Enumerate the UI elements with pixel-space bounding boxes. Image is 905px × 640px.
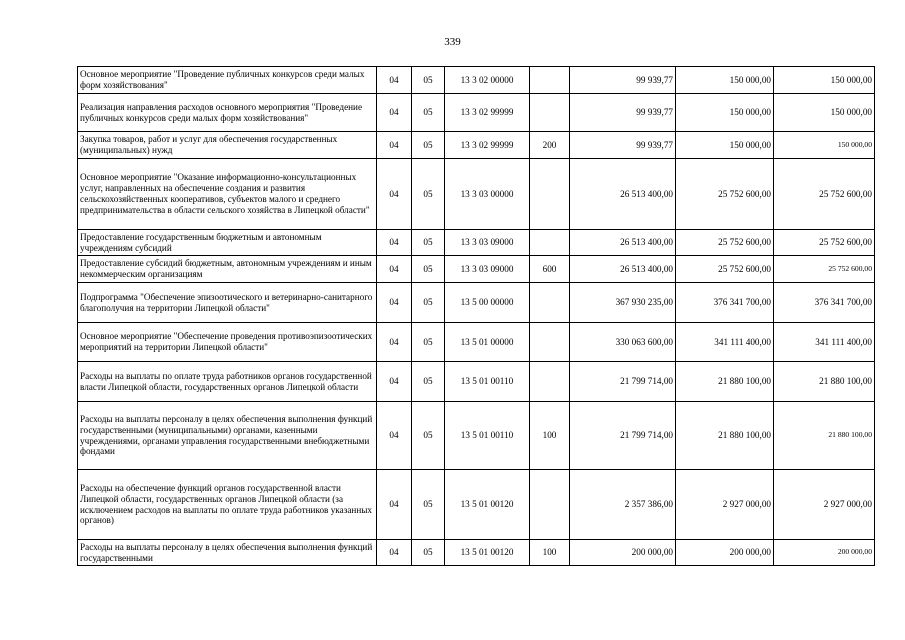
- row-chapter: 04: [377, 362, 412, 402]
- row-value-3: 150 000,00: [774, 67, 875, 94]
- row-value-3: 376 341 700,00: [774, 283, 875, 323]
- row-subchapter: 05: [412, 94, 445, 132]
- row-value-3: 150 000,00: [774, 94, 875, 132]
- row-value-1: 21 799 714,00: [570, 402, 676, 470]
- row-value-1: 26 513 400,00: [570, 159, 676, 230]
- row-value-1: 99 939,77: [570, 132, 676, 159]
- row-value-2: 2 927 000,00: [676, 470, 774, 540]
- row-value-3: 341 111 400,00: [774, 323, 875, 362]
- row-expense-type: [530, 94, 570, 132]
- row-target-code: 13 5 01 00120: [445, 540, 530, 566]
- row-name: Расходы на выплаты персоналу в целях обеспечения выполнения функций государственными (муниципальными) органами, казенными учреждениями, органами управления государственными внебюджетными фондами: [78, 402, 377, 470]
- row-value-2: 21 880 100,00: [676, 362, 774, 402]
- row-chapter: 04: [377, 256, 412, 283]
- row-name: Предоставление субсидий бюджетным, автономным учреждениям и иным некоммерческим организациям: [78, 256, 377, 283]
- row-value-1: 99 939,77: [570, 67, 676, 94]
- row-expense-type: [530, 159, 570, 230]
- row-value-3: 2 927 000,00: [774, 470, 875, 540]
- row-name: Предоставление государственным бюджетным и автономным учреждениям субсидий: [78, 230, 377, 256]
- row-value-3: 21 880 100,00: [774, 362, 875, 402]
- row-target-code: 13 5 01 00110: [445, 402, 530, 470]
- row-value-3: 25 752 600,00: [774, 230, 875, 256]
- row-expense-type: 100: [530, 540, 570, 566]
- row-chapter: 04: [377, 470, 412, 540]
- table-row: [78, 362, 875, 402]
- row-value-1: 99 939,77: [570, 94, 676, 132]
- row-subchapter: 05: [412, 470, 445, 540]
- page-number: 339: [444, 36, 461, 48]
- table-row: [78, 283, 875, 323]
- row-value-2: 341 111 400,00: [676, 323, 774, 362]
- table-row: [78, 230, 875, 256]
- row-target-code: 13 5 01 00120: [445, 470, 530, 540]
- row-value-1: 26 513 400,00: [570, 230, 676, 256]
- row-subchapter: 05: [412, 362, 445, 402]
- row-value-2: 200 000,00: [676, 540, 774, 566]
- row-chapter: 04: [377, 283, 412, 323]
- row-value-1: 367 930 235,00: [570, 283, 676, 323]
- row-expense-type: [530, 323, 570, 362]
- row-value-3: 200 000,00: [774, 540, 875, 566]
- row-name: Реализация направления расходов основного мероприятия "Проведение публичных конкурсов среди малых форм хозяйствования": [78, 94, 377, 132]
- row-subchapter: 05: [412, 132, 445, 159]
- row-subchapter: 05: [412, 67, 445, 94]
- row-value-3: 25 752 600,00: [774, 256, 875, 283]
- row-value-2: 25 752 600,00: [676, 256, 774, 283]
- table-row: [78, 132, 875, 159]
- row-name: Расходы на обеспечение функций органов государственной власти Липецкой области, государственных органов Липецкой области (за исключением расходов на выплаты по оплате труда работников указанных органов): [78, 470, 377, 540]
- row-value-2: 150 000,00: [676, 94, 774, 132]
- table-row: [78, 94, 875, 132]
- row-value-2: 25 752 600,00: [676, 159, 774, 230]
- row-name: Расходы на выплаты персоналу в целях обеспечения выполнения функций государственными: [78, 540, 377, 566]
- table-row: [78, 402, 875, 470]
- row-value-1: 330 063 600,00: [570, 323, 676, 362]
- row-chapter: 04: [377, 323, 412, 362]
- row-subchapter: 05: [412, 323, 445, 362]
- row-name: Расходы на выплаты по оплате труда работников органов государственной власти Липецкой области, государственных органов Липецкой области: [78, 362, 377, 402]
- row-target-code: 13 5 00 00000: [445, 283, 530, 323]
- row-expense-type: [530, 362, 570, 402]
- table-row: [78, 67, 875, 94]
- row-value-1: 21 799 714,00: [570, 362, 676, 402]
- row-target-code: 13 3 02 99999: [445, 94, 530, 132]
- row-chapter: 04: [377, 132, 412, 159]
- row-expense-type: [530, 230, 570, 256]
- row-value-1: 2 357 386,00: [570, 470, 676, 540]
- row-expense-type: [530, 283, 570, 323]
- row-name: Основное мероприятие "Обеспечение проведения противоэпизоотических мероприятий на территории Липецкой области": [78, 323, 377, 362]
- row-chapter: 04: [377, 402, 412, 470]
- row-chapter: 04: [377, 230, 412, 256]
- row-subchapter: 05: [412, 283, 445, 323]
- row-name: Основное мероприятие "Проведение публичных конкурсов среди малых форм хозяйствования": [78, 67, 377, 94]
- row-chapter: 04: [377, 94, 412, 132]
- row-name: Подпрограмма "Обеспечение эпизоотического и ветеринарно-санитарного благополучия на территории Липецкой области": [78, 283, 377, 323]
- budget-table: [77, 66, 875, 566]
- row-target-code: 13 3 03 09000: [445, 230, 530, 256]
- row-expense-type: [530, 67, 570, 94]
- row-subchapter: 05: [412, 402, 445, 470]
- row-chapter: 04: [377, 540, 412, 566]
- row-target-code: 13 3 03 00000: [445, 159, 530, 230]
- row-name: Основное мероприятие "Оказание информационно-консультационных услуг, направленных на обеспечение создания и развития сельскохозяйственных кооперативов, субъектов малого и среднего предпринимательства в области сельского хозяйства в Липецкой области": [78, 159, 377, 230]
- row-value-2: 21 880 100,00: [676, 402, 774, 470]
- row-subchapter: 05: [412, 159, 445, 230]
- row-expense-type: [530, 470, 570, 540]
- row-value-2: 150 000,00: [676, 132, 774, 159]
- row-target-code: 13 3 02 00000: [445, 67, 530, 94]
- row-value-2: 150 000,00: [676, 67, 774, 94]
- row-expense-type: 600: [530, 256, 570, 283]
- table-row: [78, 323, 875, 362]
- row-chapter: 04: [377, 67, 412, 94]
- row-value-3: 25 752 600,00: [774, 159, 875, 230]
- row-value-1: 26 513 400,00: [570, 256, 676, 283]
- row-target-code: 13 5 01 00000: [445, 323, 530, 362]
- row-value-1: 200 000,00: [570, 540, 676, 566]
- table-row: [78, 470, 875, 540]
- row-name: Закупка товаров, работ и услуг для обеспечения государственных (муниципальных) нужд: [78, 132, 377, 159]
- row-value-3: 150 000,00: [774, 132, 875, 159]
- row-value-2: 376 341 700,00: [676, 283, 774, 323]
- table-row: [78, 540, 875, 566]
- row-target-code: 13 3 03 09000: [445, 256, 530, 283]
- row-target-code: 13 5 01 00110: [445, 362, 530, 402]
- row-subchapter: 05: [412, 540, 445, 566]
- row-chapter: 04: [377, 159, 412, 230]
- row-expense-type: 200: [530, 132, 570, 159]
- row-subchapter: 05: [412, 230, 445, 256]
- table-row: [78, 256, 875, 283]
- row-value-3: 21 880 100,00: [774, 402, 875, 470]
- row-value-2: 25 752 600,00: [676, 230, 774, 256]
- row-expense-type: 100: [530, 402, 570, 470]
- table-row: [78, 159, 875, 230]
- row-subchapter: 05: [412, 256, 445, 283]
- row-target-code: 13 3 02 99999: [445, 132, 530, 159]
